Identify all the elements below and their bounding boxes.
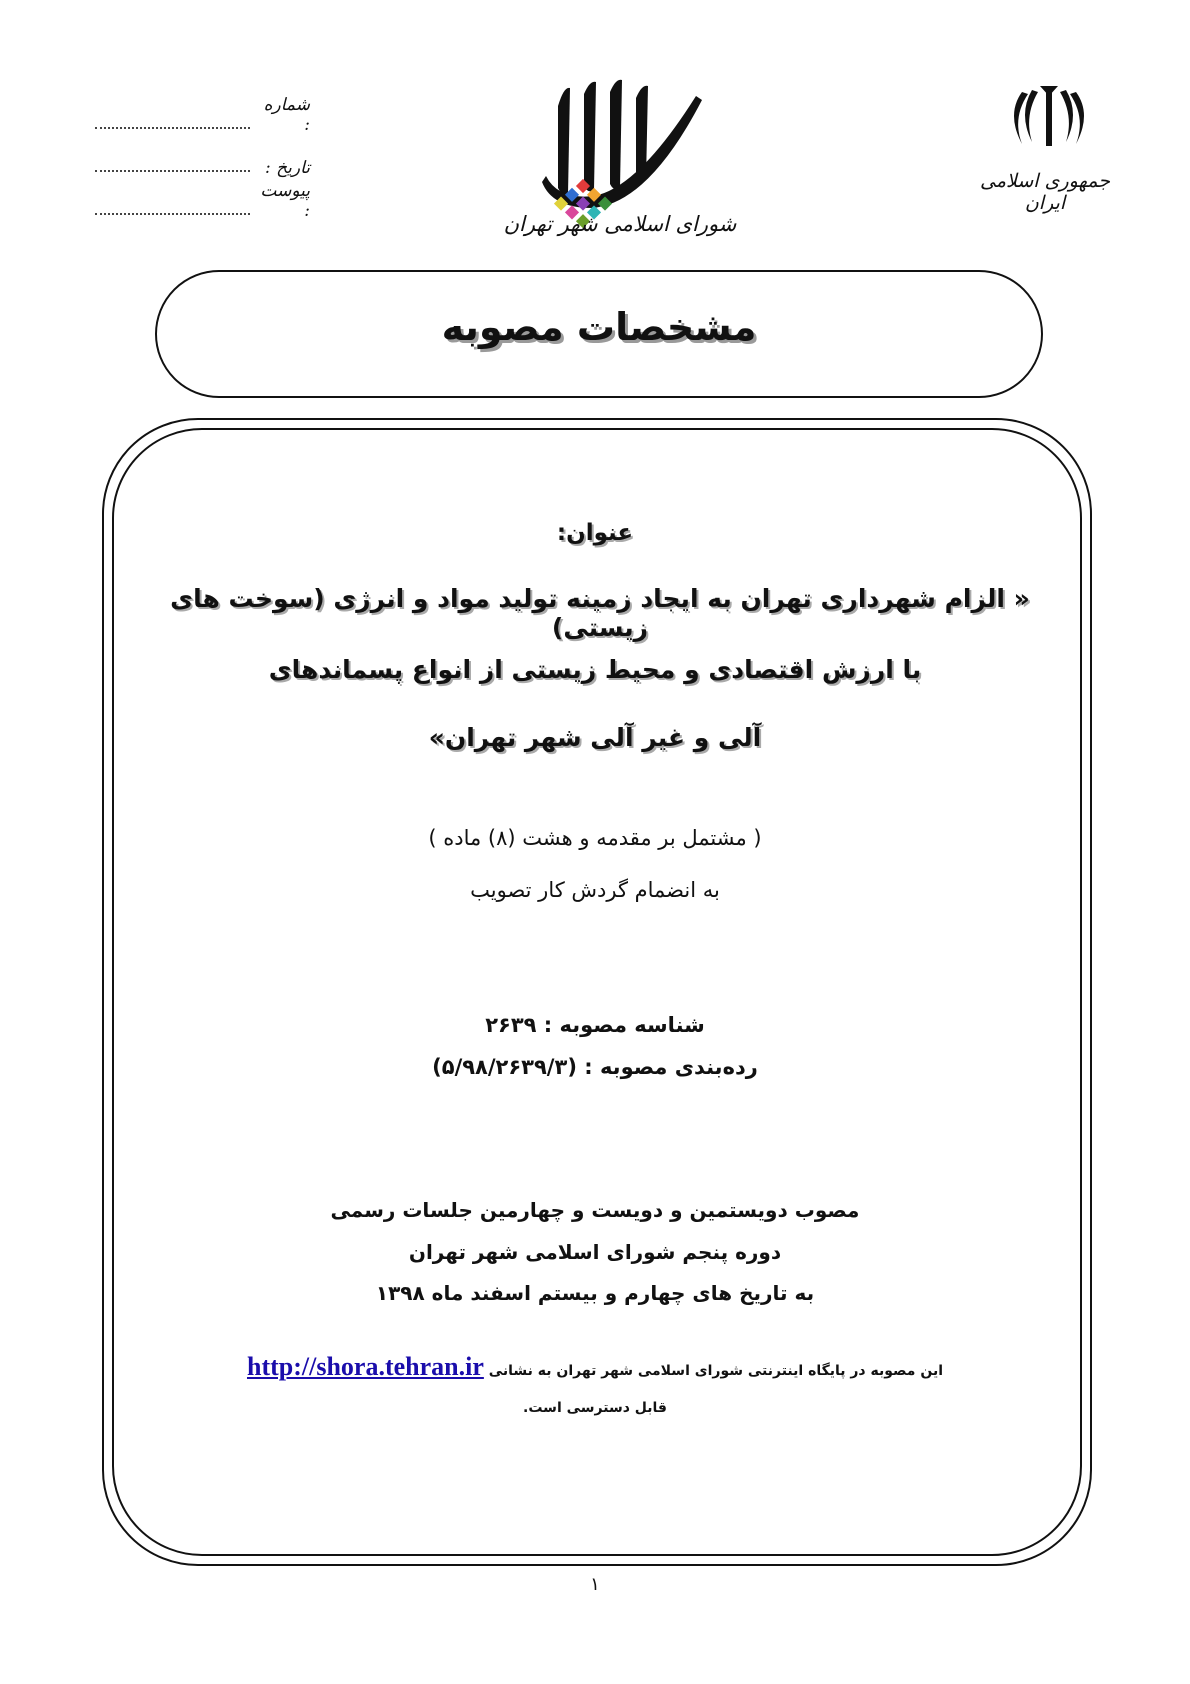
subject-line-3: آلی و غیر آلی شهر تهران»: [428, 723, 762, 752]
title-banner: [155, 270, 1043, 398]
attachment-field: [95, 178, 310, 221]
date-label: تاریخ :: [265, 158, 310, 178]
iran-name: جمهوری اسلامی ایران: [980, 170, 1110, 214]
attachment-field-dots: [95, 213, 250, 215]
resolution-class-label: رده‌بندی مصوبه :: [584, 1055, 758, 1079]
resolution-id: [0, 1013, 1190, 1037]
council-name: شورای اسلامی شهر تهران: [503, 212, 737, 236]
resolution-class-value: (۵/۹۸/۲۶۳۹/۳): [432, 1055, 577, 1079]
resolution-id-value: ۲۶۳۹: [485, 1013, 537, 1037]
number-field-dots: [95, 127, 250, 129]
subject-line-1: « الزام شهرداری تهران به ایجاد زمینه تولید مواد و انرژی (سوخت های زیستی): [170, 584, 1030, 642]
website-notice: [0, 1352, 1190, 1382]
attachment-label: پیوست :: [260, 181, 310, 221]
iran-emblem-icon: [1004, 84, 1094, 154]
banner-title: مشخصات مصوبه: [441, 305, 757, 349]
resolution-classification: [0, 1055, 1190, 1079]
approval-term: دوره پنجم شورای اسلامی شهر تهران: [408, 1240, 782, 1264]
website-notice-suffix: قابل دسترسی است.: [523, 1400, 667, 1416]
page-number: ۱: [590, 1574, 600, 1595]
number-field: [95, 92, 310, 135]
resolution-id-label: شناسه مصوبه :: [543, 1013, 705, 1037]
website-notice-text: این مصوبه در پایگاه اینترنتی شورای اسلامی شهر تهران به نشانی: [488, 1363, 944, 1379]
approval-sessions: مصوب دویستمین و دویست و چهارمین جلسات رسمی: [330, 1198, 860, 1222]
contents-appendix: به انضمام گردش کار تصویب: [470, 878, 720, 902]
approval-dates: به تاریخ های چهارم و بیستم اسفند ماه ۱۳۹۸: [375, 1281, 815, 1305]
reference-fields: [95, 92, 310, 221]
website-link[interactable]: http://shora.tehran.ir: [246, 1352, 484, 1381]
date-field: [95, 135, 310, 178]
number-label: شماره :: [263, 95, 310, 135]
subject-line-2: با ارزش اقتصادی و محیط زیستی از انواع پسماندهای: [268, 655, 922, 684]
date-field-dots: [95, 170, 250, 172]
subject-label: عنوان:: [556, 520, 634, 546]
contents-summary: ( مشتمل بر مقدمه و هشت (۸) ماده ): [428, 826, 762, 850]
